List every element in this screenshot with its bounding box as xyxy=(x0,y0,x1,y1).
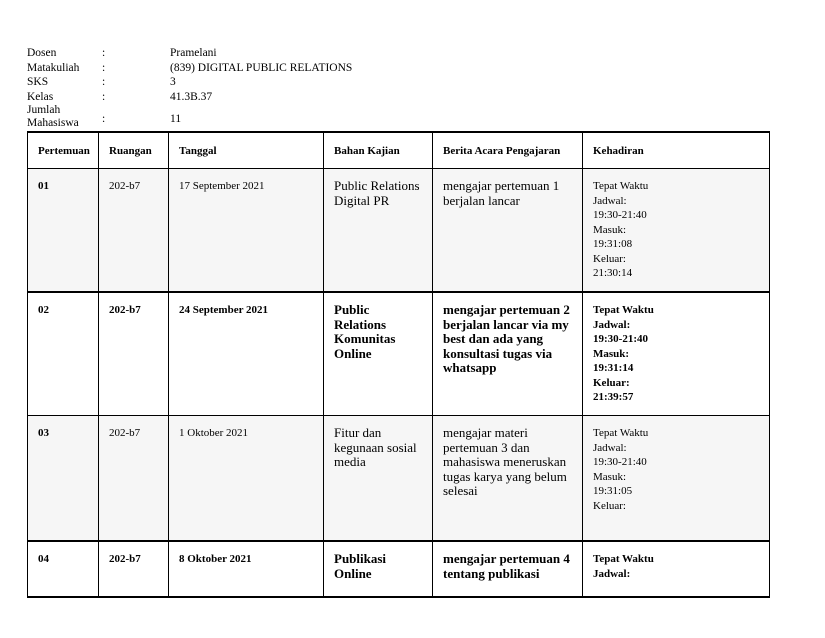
kelas-value: 41.3B.37 xyxy=(170,90,213,103)
dosen-separator: : xyxy=(102,47,106,59)
header-berita-acara: Berita Acara Pengajaran xyxy=(433,132,583,169)
cell-kehadiran xyxy=(583,541,770,597)
cell-kehadiran xyxy=(583,292,770,416)
header-kehadiran: Kehadiran xyxy=(583,132,770,169)
cell-bahan-kajian: Public Relations Komunitas Online xyxy=(324,292,433,416)
cell-ruangan: 202-b7 xyxy=(99,416,169,542)
kehadiran-status: Tepat Waktu xyxy=(593,180,649,192)
table-row xyxy=(28,541,770,597)
masuk-value: 19:31:14 xyxy=(593,362,634,374)
cell-pertemuan: 01 xyxy=(28,169,99,293)
jumlah-label-line2: Mahasiswa xyxy=(27,117,79,129)
jadwal-label: Jadwal: xyxy=(593,441,627,454)
cell-ruangan: 202-b7 xyxy=(99,169,169,293)
cell-bahan-kajian: Public Relations Digital PR xyxy=(324,169,433,293)
header-ruangan: Ruangan xyxy=(99,132,169,169)
cell-tanggal: 17 September 2021 xyxy=(169,169,324,293)
cell-berita-acara: mengajar pertemuan 2 berjalan lancar via my best dan ada yang konsultasi tugas via whatsapp xyxy=(433,292,583,416)
masuk-value: 19:31:05 xyxy=(593,485,633,497)
jumlah-value: 11 xyxy=(170,113,182,125)
cell-tanggal: 1 Oktober 2021 xyxy=(169,416,324,542)
jadwal-label: Jadwal: xyxy=(593,318,631,331)
cell-bahan-kajian: Fitur dan kegunaan sosial media xyxy=(324,416,433,542)
cell-ruangan: 202-b7 xyxy=(99,541,169,597)
kelas-label: Kelas xyxy=(27,90,54,103)
jadwal-label: Jadwal: xyxy=(593,194,627,207)
table-header-row xyxy=(28,132,770,169)
keluar-label: Keluar: xyxy=(593,499,626,512)
cell-kehadiran xyxy=(583,416,770,542)
header-tanggal: Tanggal xyxy=(169,132,324,169)
masuk-value: 19:31:08 xyxy=(593,238,633,250)
cell-pertemuan: 04 xyxy=(28,541,99,597)
kehadiran-status: Tepat Waktu xyxy=(593,427,649,439)
cell-berita-acara: mengajar pertemuan 1 berjalan lancar xyxy=(433,169,583,293)
jadwal-label: Jadwal: xyxy=(593,567,631,580)
jadwal-value: 19:30-21:40 xyxy=(593,333,648,345)
keluar-label: Keluar: xyxy=(593,252,626,265)
cell-pertemuan: 03 xyxy=(28,416,99,542)
cell-bahan-kajian: Publikasi Online xyxy=(324,541,433,597)
header-bahan-kajian: Bahan Kajian xyxy=(324,132,433,169)
cell-berita-acara: mengajar materi pertemuan 3 dan mahasiswa meneruskan tugas karya yang belum selesai xyxy=(433,416,583,542)
attendance-table xyxy=(27,131,770,598)
matakuliah-label: Matakuliah xyxy=(27,61,80,74)
table-row xyxy=(28,169,770,293)
cell-ruangan: 202-b7 xyxy=(99,292,169,416)
jadwal-value: 19:30-21:40 xyxy=(593,456,647,468)
masuk-label: Masuk: xyxy=(593,223,626,236)
sks-label: SKS xyxy=(27,76,49,88)
cell-tanggal: 24 September 2021 xyxy=(169,292,324,416)
table-row xyxy=(28,292,770,416)
masuk-label: Masuk: xyxy=(593,347,630,360)
cell-berita-acara: mengajar pertemuan 4 tentang publikasi xyxy=(433,541,583,597)
sks-separator: : xyxy=(102,76,106,88)
keluar-value: 21:39:57 xyxy=(593,391,634,403)
sks-value: 3 xyxy=(170,76,176,88)
jumlah-mahasiswa-label xyxy=(27,104,102,130)
table-row xyxy=(28,416,770,542)
cell-tanggal: 8 Oktober 2021 xyxy=(169,541,324,597)
matakuliah-value: (839) DIGITAL PUBLIC RELATIONS xyxy=(170,61,353,74)
matakuliah-separator: : xyxy=(102,61,106,74)
keluar-value: 21:30:14 xyxy=(593,267,633,279)
dosen-label: Dosen xyxy=(27,47,57,59)
jumlah-separator: : xyxy=(102,113,106,125)
kelas-separator: : xyxy=(102,90,106,103)
kehadiran-status: Tepat Waktu xyxy=(593,304,654,316)
jumlah-label-line1: Jumlah xyxy=(27,104,61,116)
masuk-label: Masuk: xyxy=(593,470,626,483)
cell-pertemuan: 02 xyxy=(28,292,99,416)
cell-kehadiran xyxy=(583,169,770,293)
keluar-label: Keluar: xyxy=(593,376,630,389)
kehadiran-status: Tepat Waktu xyxy=(593,553,654,565)
dosen-value: Pramelani xyxy=(170,47,217,59)
jadwal-value: 19:30-21:40 xyxy=(593,209,647,221)
header-pertemuan: Pertemuan xyxy=(28,132,99,169)
